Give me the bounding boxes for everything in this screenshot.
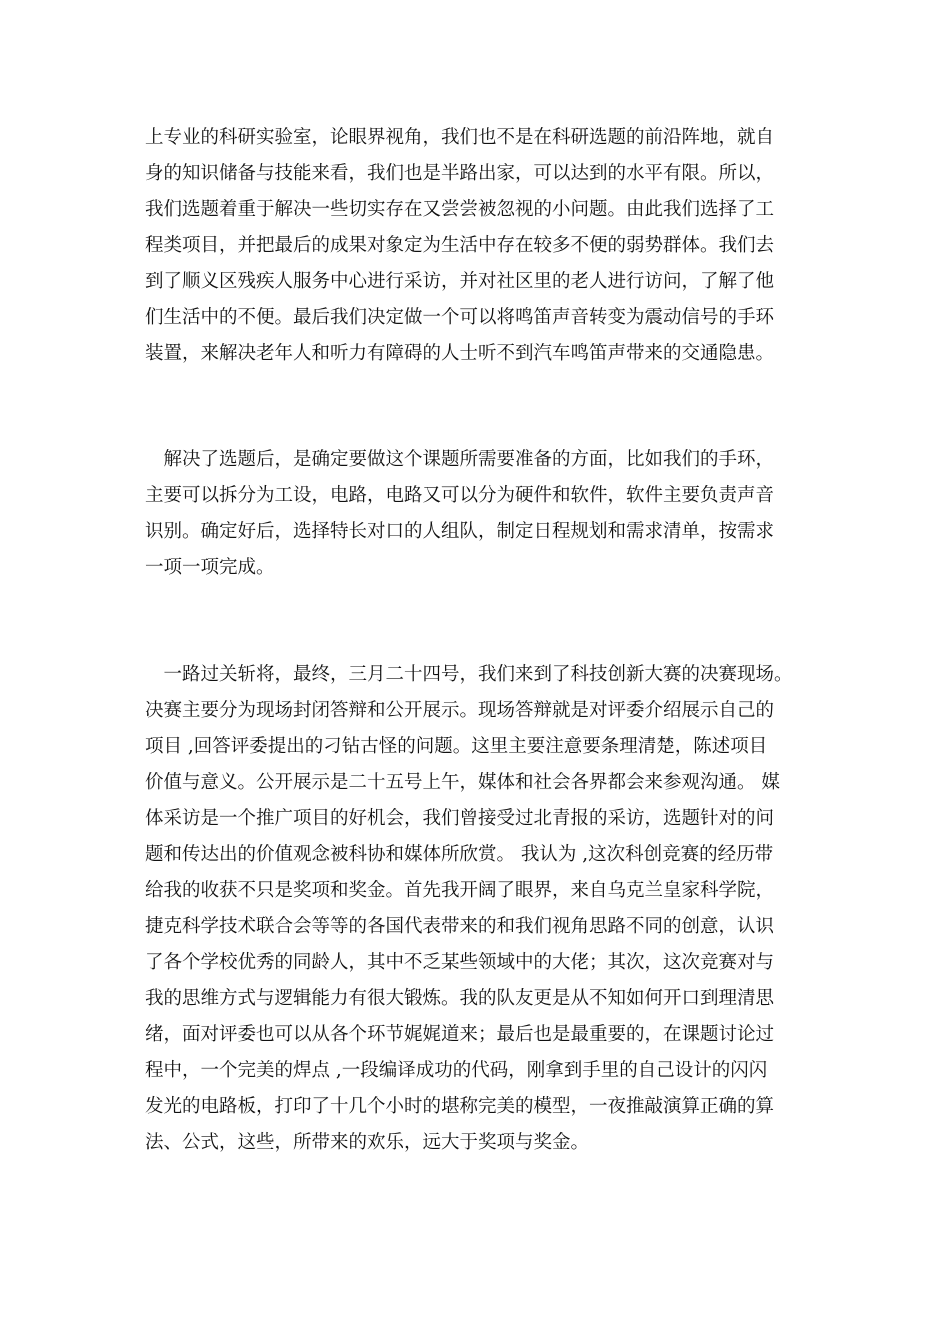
text-line: 捷克科学技术联合会等等的各国代表带来的和我们视角思路不同的创意，认识: [145, 916, 775, 937]
text-line: 法、公式，这些，所带来的欢乐，远大于奖项与奖金。: [145, 1132, 590, 1153]
text-line: 们生活中的不便。最后我们决定做一个可以将鸣笛声音转变为震动信号的手环: [145, 307, 775, 328]
text-line: 绪，面对评委也可以从各个环节娓娓道来；最后也是最重要的，在课题讨论过: [145, 1024, 775, 1045]
text-line: 体采访是一个推广项目的好机会，我们曾接受过北青报的采访，选题针对的问: [145, 808, 775, 829]
text-line: 身的知识储备与技能来看，我们也是半路出家，可以达到的水平有限。所以，: [145, 163, 775, 184]
text-line: 项目 ,回答评委提出的刁钻古怪的问题。这里主要注意要条理清楚，陈述项目: [145, 736, 768, 757]
text-line: 主要可以拆分为工设，电路，电路又可以分为硬件和软件，软件主要负责声音: [145, 485, 775, 506]
text-line: 解决了选题后，是确定要做这个课题所需要准备的方面，比如我们的手环，: [145, 449, 775, 470]
text-line: 我的思维方式与逻辑能力有很大锻炼。我的队友更是从不知如何开口到理清思: [145, 988, 775, 1009]
text-line: 程类项目，并把最后的成果对象定为生活中存在较多不便的弱势群体。我们去: [145, 235, 775, 256]
text-line: 识别。确定好后，选择特长对口的人组队，制定日程规划和需求清单，按需求: [145, 521, 775, 542]
text-line: 程中，一个完美的焊点 ,一段编译成功的代码，刚拿到手里的自己设计的闪闪: [145, 1060, 768, 1081]
text-line: 决赛主要分为现场封闭答辩和公开展示。现场答辩就是对评委介绍展示自己的: [145, 700, 775, 721]
text-line: 一路过关斩将，最终，三月二十四号，我们来到了科技创新大赛的决赛现场。: [145, 664, 793, 685]
text-line: 我们选题着重于解决一些切实存在又尝尝被忽视的小问题。由此我们选择了工: [145, 199, 775, 220]
text-line: 题和传达出的价值观念被科协和媒体所欣赏。 我认为 ,这次科创竞赛的经历带: [145, 844, 774, 865]
text-line: 价值与意义。公开展示是二十五号上午，媒体和社会各界都会来参观沟通。 媒: [145, 772, 780, 793]
text-line: 给我的收获不只是奖项和奖金。首先我开阔了眼界，来自乌克兰皇家科学院，: [145, 880, 775, 901]
text-line: 发光的电路板，打印了十几个小时的堪称完美的模型，一夜推敲演算正确的算: [145, 1096, 775, 1117]
text-line: 一项一项完成。: [145, 557, 275, 578]
text-line: 装置，来解决老年人和听力有障碍的人士听不到汽车鸣笛声带来的交通隐患。: [145, 343, 775, 364]
text-line: 了各个学校优秀的同龄人，其中不乏某些领域中的大佬；其次，这次竞赛对与: [145, 952, 775, 973]
text-line: 上专业的科研实验室，论眼界视角，我们也不是在科研选题的前沿阵地，就自: [145, 127, 775, 148]
text-line: 到了顺义区残疾人服务中心进行采访，并对社区里的老人进行访问，了解了他: [145, 271, 775, 292]
